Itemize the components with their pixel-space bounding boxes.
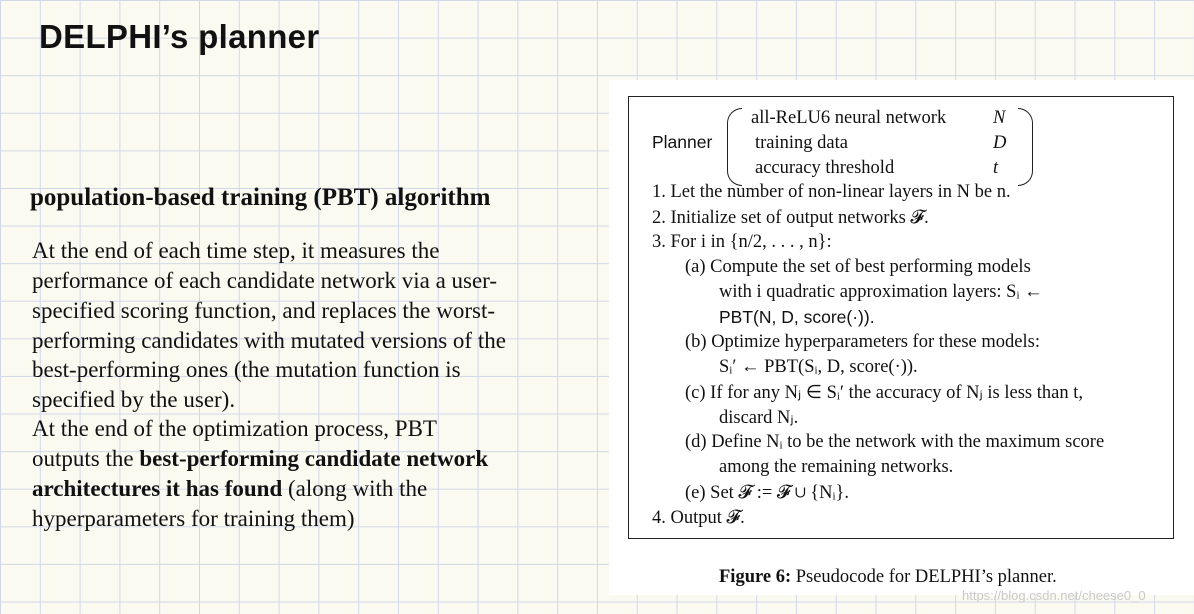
slide-title: DELPHI’s planner bbox=[39, 18, 320, 55]
paragraph-line: At the end of the optimization process, PBT bbox=[32, 416, 437, 441]
planner-label: Planner bbox=[652, 132, 713, 152]
input-desc: all-ReLU6 neural network bbox=[751, 108, 947, 128]
figure-caption bbox=[719, 567, 1057, 588]
right-paren bbox=[1018, 108, 1033, 186]
paragraph-line: At the end of each time step, it measures the bbox=[32, 238, 440, 263]
caption-text: Pseudocode for DELPHI’s planner. bbox=[791, 567, 1057, 587]
input-desc: accuracy threshold bbox=[755, 158, 895, 178]
step-4: 4. Output 𝓕. bbox=[652, 508, 745, 528]
step-2: 2. Initialize set of output networks 𝓕. bbox=[652, 208, 929, 228]
input-symbol: N bbox=[993, 108, 1006, 128]
paragraph-line: hyperparameters for training them) bbox=[32, 506, 355, 531]
watermark: https://blog.csdn.net/cheese0_0 bbox=[962, 588, 1146, 603]
step-3a-cont: with i quadratic approximation layers: Sᵢ ← bbox=[719, 282, 1043, 302]
step-3b: (b) Optimize hyperparameters for these models: bbox=[685, 332, 1040, 352]
paragraph-bold-text: best-performing candidate network bbox=[139, 446, 489, 471]
step-3c-cont: discard Nⱼ. bbox=[719, 408, 799, 428]
paragraph-line bbox=[32, 474, 427, 504]
paragraph-line: performing candidates with mutated versions of the bbox=[32, 328, 506, 353]
input-symbol: t bbox=[993, 158, 999, 178]
step-3b-cont: Sᵢ′ ← PBT(Sᵢ, D, score(·)). bbox=[719, 357, 918, 377]
paragraph-text: outputs the bbox=[32, 446, 140, 471]
input-symbol: D bbox=[993, 133, 1007, 153]
step-3: 3. For i in {n/2, . . . , n}: bbox=[652, 232, 832, 252]
paragraph-line: specified by the user). bbox=[32, 387, 236, 412]
step-3d: (d) Define Nᵢ to be the network with the maximum score bbox=[685, 432, 1105, 452]
slide-subtitle: population-based training (PBT) algorithm bbox=[30, 184, 491, 211]
paragraph-line: specified scoring function, and replaces the worst- bbox=[32, 298, 496, 323]
step-3a-cont: PBT(N, D, score(·)). bbox=[719, 307, 875, 327]
paragraph-line: best-performing ones (the mutation function is bbox=[32, 357, 461, 382]
paragraph-text: (along with the bbox=[282, 476, 428, 501]
left-paren bbox=[727, 108, 742, 186]
step-3c: (c) If for any Nⱼ ∈ Sᵢ′ the accuracy of Nⱼ is less than t, bbox=[685, 383, 1083, 403]
input-desc: training data bbox=[755, 133, 848, 153]
step-3e: (e) Set 𝓕 := 𝓕 ∪ {Nᵢ}. bbox=[685, 483, 850, 503]
paragraph-line bbox=[32, 444, 488, 474]
paragraph-line: performance of each candidate network via a user- bbox=[32, 268, 498, 293]
step-1: 1. Let the number of non-linear layers in N be n. bbox=[652, 182, 1011, 202]
step-3d-cont: among the remaining networks. bbox=[719, 457, 954, 477]
paragraph-bold-text: architectures it has found bbox=[32, 476, 283, 501]
step-3a: (a) Compute the set of best performing models bbox=[685, 257, 1031, 277]
caption-label: Figure 6: bbox=[719, 567, 792, 587]
